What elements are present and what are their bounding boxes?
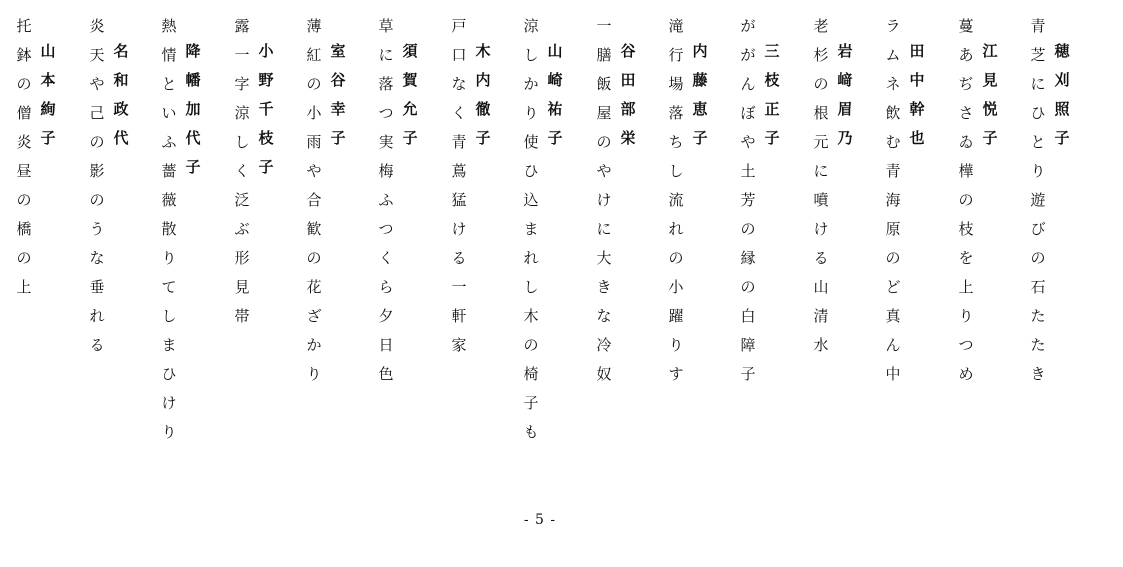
- haiku-poem: 托 鉢 の 僧 炎 昼 の 橋 の 上: [16, 17, 32, 296]
- haiku-author: 三 枝 正 子: [764, 42, 780, 147]
- haiku-author: 名 和 政 代: [113, 42, 129, 147]
- haiku-poem: 炎 天 や 己 の 影 の う な 垂 れ る: [89, 17, 105, 354]
- haiku-poem: 涼 し か り 使 ひ 込 ま れ し 木 の 椅 子 も: [523, 17, 539, 441]
- haiku-author: 山 崎 祐 子: [547, 42, 563, 147]
- haiku-poem: 蔓 あ ぢ さ ゐ 樺 の 枝 を 上 り つ め: [958, 17, 974, 383]
- haiku-author: 田 中 幹 也: [909, 42, 925, 147]
- haiku-author: 木 内 徹 子: [475, 42, 491, 147]
- haiku-author: 山 本 絢 子: [40, 42, 56, 147]
- haiku-author: 谷 田 部 栄: [620, 42, 636, 147]
- page-number: - 5 -: [523, 512, 557, 528]
- haiku-author: 岩 﨑 眉 乃: [837, 42, 853, 147]
- haiku-poem: 滝 行 場 落 ち し 流 れ の 小 躍 り す: [668, 17, 684, 383]
- haiku-poem: 一 膳 飯 屋 の や け に 大 き な 冷 奴: [596, 17, 612, 383]
- haiku-poem: 戸 口 な く 青 蔦 猛 け る 一 軒 家: [451, 17, 467, 354]
- haiku-poem: 老 杉 の 根 元 に 噴 け る 山 清 水: [813, 17, 829, 354]
- haiku-author: 内 藤 恵 子: [692, 42, 708, 147]
- haiku-author: 室 谷 幸 子: [330, 42, 346, 147]
- haiku-author: 穂 刈 照 子: [1054, 42, 1070, 147]
- haiku-poem: 草 に 落 つ 実 梅 ふ つ く ら 夕 日 色: [378, 17, 394, 383]
- haiku-author: 江 見 悦 子: [982, 42, 998, 147]
- haiku-poem: 薄 紅 の 小 雨 や 合 歓 の 花 ざ か り: [306, 17, 322, 383]
- haiku-author: 小 野 千 枝 子: [258, 42, 274, 176]
- haiku-poem: が が ん ぼ や 土 芳 の 縁 の 白 障 子: [740, 17, 756, 383]
- haiku-author: 降 幡 加 代 子: [185, 42, 201, 176]
- haiku-poem: 青 芝 に ひ と り 遊 び の 石 た た き: [1030, 17, 1046, 383]
- haiku-poem: 露 一 字 涼 し く 泛 ぶ 形 見 帯: [234, 17, 250, 325]
- haiku-poem: ラ ム ネ 飲 む 青 海 原 の ど 真 ん 中: [885, 17, 901, 383]
- haiku-author: 須 賀 允 子: [402, 42, 418, 147]
- haiku-poem: 熱 情 と い ふ 薔 薇 散 り て し ま ひ け り: [161, 17, 177, 441]
